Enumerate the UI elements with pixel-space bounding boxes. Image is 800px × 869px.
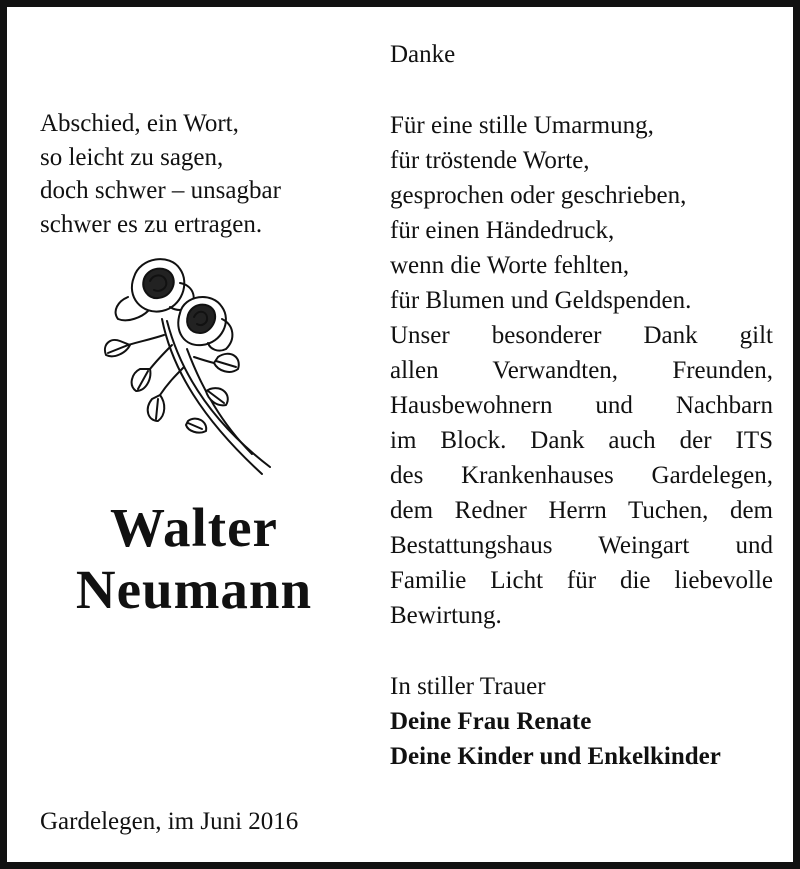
signature-intro: In stiller Trauer xyxy=(390,673,546,700)
thanks-line: Unser besonderer Dank gilt xyxy=(390,322,773,349)
first-name: Walter xyxy=(110,497,278,558)
thanks-text xyxy=(390,37,773,774)
verse-line: doch schwer – unsagbar xyxy=(40,177,281,204)
thanks-line: Hausbewohnern und Nachbarn xyxy=(390,392,773,419)
thanks-line: für Blumen und Geldspenden. xyxy=(390,287,692,314)
thanks-line: für tröstende Worte, xyxy=(390,147,590,174)
thanks-line: dem Redner Herrn Tuchen, dem xyxy=(390,497,773,524)
signature-line: Deine Frau Renate xyxy=(390,708,592,735)
deceased-name xyxy=(29,497,359,621)
thanks-line: allen Verwandten, Freunden, xyxy=(390,357,773,384)
verse-line: Abschied, ein Wort, xyxy=(40,110,239,137)
thanks-line: für einen Händedruck, xyxy=(390,217,615,244)
verse-line: so leicht zu sagen, xyxy=(40,143,224,171)
signature-line: Deine Kinder und Enkelkinder xyxy=(390,743,721,770)
thanks-line: im Block. Dank auch der ITS xyxy=(390,427,773,454)
verse-line: schwer es zu ertragen. xyxy=(40,210,263,238)
thanks-line: Für eine stille Umarmung, xyxy=(390,112,654,139)
last-name: Neumann xyxy=(75,559,313,620)
rose-icon xyxy=(92,249,277,484)
thanks-line: Bestattungshaus Weingart und xyxy=(390,532,773,559)
place-date: Gardelegen, im Juni 2016 xyxy=(40,808,299,835)
thanks-line: Familie Licht für die liebevolle xyxy=(390,567,773,594)
verse xyxy=(40,107,350,241)
thanks-line: gesprochen oder geschrieben, xyxy=(390,182,687,209)
thanks-line: wenn die Worte fehlten, xyxy=(390,252,630,279)
spacer xyxy=(390,633,773,669)
thanks-line: Bewirtung. xyxy=(390,602,502,629)
thanks-heading: Danke xyxy=(390,41,456,68)
thanks-line: des Krankenhauses Gardelegen, xyxy=(390,462,773,489)
